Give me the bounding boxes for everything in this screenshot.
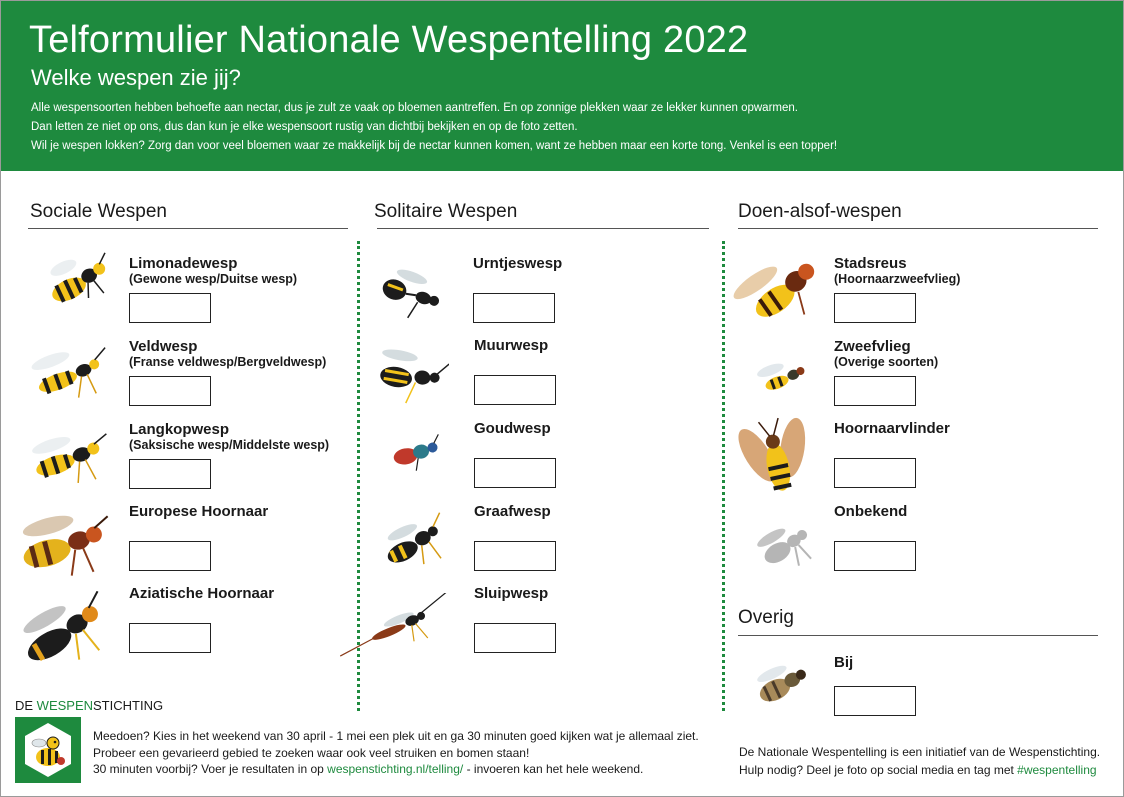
species-name: Bij xyxy=(834,654,854,671)
count-input-box[interactable] xyxy=(834,686,916,716)
species-entry xyxy=(834,503,1074,583)
section-title-other: Overig xyxy=(738,607,794,628)
hashtag-link[interactable]: #wespentelling xyxy=(1017,763,1097,777)
info-text: Hulp nodig? Deel je foto op social media en tag met xyxy=(739,763,1018,777)
species-entry xyxy=(474,420,714,500)
species-entry xyxy=(474,337,714,417)
species-entry xyxy=(474,585,714,665)
species-name: Onbekend xyxy=(834,503,908,520)
count-input-box[interactable] xyxy=(834,541,916,571)
column-separator xyxy=(722,241,725,711)
species-entry xyxy=(473,255,713,335)
results-link[interactable]: wespenstichting.nl/telling/ xyxy=(327,762,464,776)
count-input-box[interactable] xyxy=(474,375,556,405)
species-subname: (Franse veldwesp/Bergveldwesp) xyxy=(129,355,327,369)
count-input-box[interactable] xyxy=(834,458,916,488)
species-name: Stadsreus xyxy=(834,255,907,272)
species-entry xyxy=(129,338,369,418)
hoverfly-icon xyxy=(753,353,809,399)
unknown-insect-icon xyxy=(753,517,813,575)
species-entry xyxy=(834,338,1074,418)
species-subname: (Hoornaarzweefvlieg) xyxy=(834,272,961,286)
species-entry xyxy=(474,503,714,583)
hornet-icon xyxy=(7,591,115,673)
count-input-box[interactable] xyxy=(129,541,211,571)
initiative-info xyxy=(739,743,1100,779)
info-line: Probeer een gevarieerd gebied te zoeken waar ook veel struiken en bomen staan! xyxy=(93,745,530,760)
intro-text xyxy=(31,99,837,156)
count-input-box[interactable] xyxy=(473,293,555,323)
header-banner xyxy=(1,1,1123,171)
species-name: Goudwesp xyxy=(474,420,551,437)
info-line: Meedoen? Kies in het weekend van 30 april - 1 mei een plek uit en ga 30 minuten goed kijken wat je allemaal ziet. xyxy=(93,729,699,743)
participation-info xyxy=(93,728,699,778)
intro-line: Wil je wespen lokken? Zorg dan voor veel bloemen waar ze makkelijk bij de nectar kunnen komen, want ze hebben maar een korte tong. Venkel is een topper! xyxy=(31,140,838,152)
species-name: Graafwesp xyxy=(474,503,551,520)
wasp-icon xyxy=(383,429,443,475)
species-name: Veldwesp xyxy=(129,338,198,355)
hornet-icon xyxy=(9,501,115,585)
species-entry xyxy=(129,421,369,501)
wasp-icon xyxy=(39,245,115,311)
species-name: Langkopwesp xyxy=(129,421,230,438)
species-entry xyxy=(834,255,1074,335)
species-name: Zweefvlieg xyxy=(834,338,911,355)
bee-icon xyxy=(749,655,813,713)
wasp-icon xyxy=(331,593,461,659)
species-entry xyxy=(129,503,369,583)
info-text: 30 minuten voorbij? Voer je resultaten in op xyxy=(93,762,328,776)
wasp-icon xyxy=(373,259,447,323)
page-subtitle: Welke wespen zie jij? xyxy=(31,65,241,90)
moth-icon xyxy=(737,413,819,509)
species-subname: (Overige soorten) xyxy=(834,355,939,369)
count-input-box[interactable] xyxy=(129,293,211,323)
count-input-box[interactable] xyxy=(129,459,211,489)
section-title-mimic: Doen-alsof-wespen xyxy=(738,201,902,222)
count-input-box[interactable] xyxy=(474,623,556,653)
info-line xyxy=(93,761,699,778)
wasp-icon xyxy=(373,509,451,573)
species-name: Muurwesp xyxy=(474,337,549,354)
count-input-box[interactable] xyxy=(834,376,916,406)
section-divider xyxy=(738,635,1098,636)
species-subname: (Saksische wesp/Middelste wesp) xyxy=(129,438,330,452)
species-name: Sluipwesp xyxy=(474,585,549,602)
section-title-solitary: Solitaire Wespen xyxy=(374,201,518,222)
count-input-box[interactable] xyxy=(129,376,211,406)
count-input-box[interactable] xyxy=(474,541,556,571)
hoverfly-icon xyxy=(733,241,823,337)
wasp-icon xyxy=(25,335,115,407)
species-name: Europese Hoornaar xyxy=(129,503,269,520)
section-divider xyxy=(377,228,709,229)
count-input-box[interactable] xyxy=(834,293,916,323)
species-entry xyxy=(129,255,369,335)
brand-prefix: DE xyxy=(15,698,37,713)
wasp-icon xyxy=(367,335,449,411)
count-input-box[interactable] xyxy=(474,458,556,488)
intro-line: Dan letten ze niet op ons, dus dan kun je elke wespensoort rustig van dichtbij bekijken en op de foto zetten. xyxy=(31,121,578,133)
species-name: Aziatische Hoornaar xyxy=(129,585,275,602)
brand-highlight: WESPEN xyxy=(36,698,94,713)
info-line: De Nationale Wespentelling is een initiatief van de Wespenstichting. xyxy=(739,745,1101,759)
species-name: Limonadewesp xyxy=(129,255,238,272)
species-name: Urntjeswesp xyxy=(473,255,563,272)
brand-suffix: STICHTING xyxy=(93,698,164,713)
species-entry xyxy=(834,654,1074,734)
section-title-social: Sociale Wespen xyxy=(30,201,167,222)
page-title: Telformulier Nationale Wespentelling 2022 xyxy=(29,19,749,61)
species-name: Hoornaarvlinder xyxy=(834,420,950,437)
brand-wordmark xyxy=(15,698,163,713)
wasp-icon xyxy=(21,419,113,491)
info-line xyxy=(739,761,1100,779)
intro-line: Alle wespensoorten hebben behoefte aan nectar, dus je zult ze vaak op bloemen aantreffen. En op zonnige plekken waar ze lekker kunnen opwarmen. xyxy=(31,102,798,114)
count-input-box[interactable] xyxy=(129,623,211,653)
species-entry xyxy=(834,420,1074,500)
wespenstichting-logo-icon xyxy=(15,717,81,783)
species-subname: (Gewone wesp/Duitse wesp) xyxy=(129,272,298,286)
section-divider xyxy=(28,228,348,229)
section-divider xyxy=(738,228,1098,229)
info-text: - invoeren kan het hele weekend. xyxy=(463,762,644,776)
